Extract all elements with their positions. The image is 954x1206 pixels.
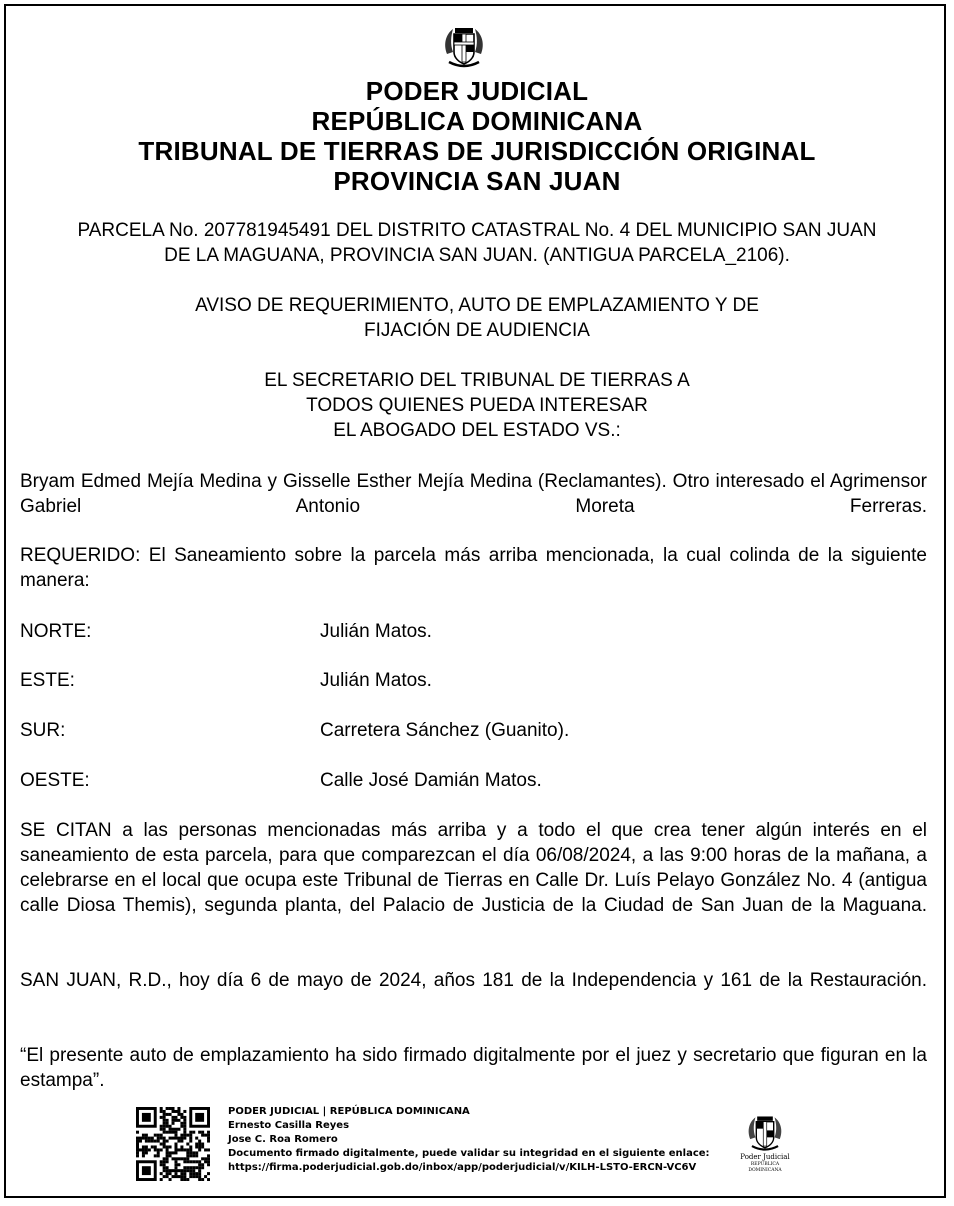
parties-paragraph: Bryam Edmed Mejía Medina y Gisselle Esther Mejía Medina (Reclamantes). Otro interesado el Agrimensor Gabriel Antonio Moreta Ferreras. (20, 471, 927, 517)
parcel-description (20, 218, 934, 268)
header-line-3: TRIBUNAL DE TIERRAS DE JURISDICCIÓN ORIGINAL (138, 136, 816, 166)
coat-of-arms-icon (745, 1113, 785, 1153)
header-line-2: REPÚBLICA DOMINICANA (311, 106, 643, 136)
boundary-direction: SUR: (20, 720, 66, 741)
signature-signer-2: Jose C. Roa Romero (228, 1134, 338, 1145)
addressees (20, 368, 934, 443)
summons-paragraph: SE CITAN a las personas mencionadas más arriba y a todo el que crea tener algún interés en el saneamiento de esta parcela, para que comparezcan el día 06/08/2024, a las 9:00 horas de la mañana, a celebrarse en el local que ocupa este Tribunal de Tierras en Calle Dr. Luís Pelayo González No. 4 (antigua calle Diosa Themis), segunda planta, del Palacio de Justicia de la Ciudad de San Juan de la Maguana. (20, 820, 927, 916)
parcel-line-2: DE LA MAGUANA, PROVINCIA SAN JUAN. (ANTIGUA PARCELA_2106). (164, 245, 790, 266)
header-line-1: PODER JUDICIAL (365, 76, 589, 106)
boundary-direction: NORTE: (20, 621, 92, 642)
court-header (20, 76, 934, 196)
notice-line-2: FIJACIÓN DE AUDIENCIA (364, 320, 590, 341)
parcel-line-1: PARCELA No. 207781945491 DEL DISTRITO CATASTRAL No. 4 DEL MUNICIPIO SAN JUAN (77, 220, 877, 241)
boundary-value: Calle José Damián Matos. (320, 770, 542, 791)
header-line-4: PROVINCIA SAN JUAN (333, 166, 621, 196)
signature-note: Documento firmado digitalmente, puede validar su integridad en el siguiente enlace: (228, 1148, 710, 1159)
boundary-value: Julián Matos. (320, 670, 432, 691)
signature-signer-1: Ernesto Casilla Reyes (228, 1120, 350, 1131)
address-line-1: EL SECRETARIO DEL TRIBUNAL DE TIERRAS A (264, 370, 690, 391)
digital-signature-paragraph: “El presente auto de emplazamiento ha sido firmado digitalmente por el juez y secretario que figuran en la estampa”. (20, 1045, 927, 1091)
address-line-3: EL ABOGADO DEL ESTADO VS.: (333, 420, 621, 441)
qr-code-icon[interactable] (136, 1107, 210, 1181)
boundary-direction: ESTE: (20, 670, 75, 691)
signature-url[interactable]: https://firma.poderjudicial.gob.do/inbox/app/poderjudicial/v/KILH-LSTO-ERCN-VC6V (228, 1162, 697, 1173)
notice-line-1: AVISO DE REQUERIMIENTO, AUTO DE EMPLAZAMIENTO Y DE (195, 295, 759, 316)
date-paragraph: SAN JUAN, R.D., hoy día 6 de mayo de 2024, años 181 de la Independencia y 161 de la Restauración. (20, 970, 927, 991)
signature-institution: PODER JUDICIAL | REPÚBLICA DOMINICANA (228, 1106, 470, 1117)
coat-of-arms-icon (441, 24, 487, 70)
address-line-2: TODOS QUIENES PUEDA INTERESAR (306, 395, 648, 416)
signature-stamp (228, 1105, 728, 1175)
required-paragraph: REQUERIDO: El Saneamiento sobre la parcela más arriba mencionada, la cual colinda de la siguiente manera: (20, 545, 927, 591)
poder-judicial-seal (738, 1113, 792, 1183)
boundary-direction: OESTE: (20, 770, 90, 791)
boundary-value: Julián Matos. (320, 621, 432, 642)
notice-title (20, 293, 934, 343)
seal-label: Poder Judicial (740, 1153, 790, 1161)
seal-sublabel: REPÚBLICA DOMINICANA (748, 1162, 782, 1173)
boundary-value: Carretera Sánchez (Guanito). (320, 720, 570, 741)
